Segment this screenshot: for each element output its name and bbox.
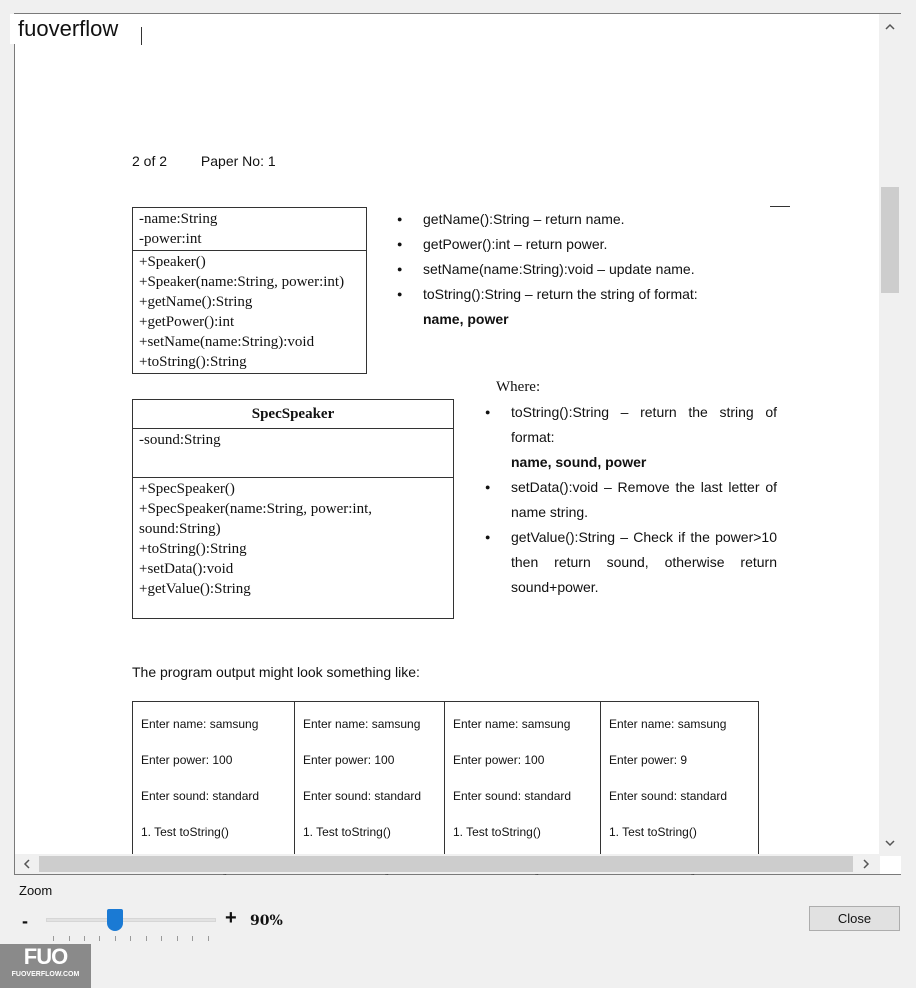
speaker-method: +getName():String [139,294,253,310]
zoom-tick [208,936,209,941]
output-line: Enter sound: standard [453,789,572,803]
specspeaker-note: ● getValue():String – Check if the power>10 then return sound, otherwise return sound+power. [485,525,777,600]
specspeaker-format: name, sound, power [511,454,647,470]
chevron-right-icon[interactable] [862,858,870,872]
speaker-format: name, power [423,311,509,327]
watermark-label: fuoverflow [10,14,126,44]
vertical-scroll-thumb[interactable] [881,187,899,293]
speaker-note-text: toString():String – return the string of format: [423,286,698,302]
close-button[interactable]: Close [809,906,900,931]
zoom-tick [146,936,147,941]
zoom-tick [69,936,70,941]
zoom-tick [177,936,178,941]
dash-mark [770,206,790,207]
speaker-note: ● getName():String – return name. [397,207,757,232]
page-header [132,153,276,169]
output-line: Enter power: 100 [303,753,395,767]
output-line: Enter name: samsung [609,717,727,731]
specspeaker-attribute: -sound:String [139,432,221,448]
speaker-uml-box [132,207,367,374]
output-line: Enter sound: standard [141,789,260,803]
page-indicator: 2 of 2 [132,153,168,169]
fuoverflow-logo [0,944,91,988]
output-line: Enter name: samsung [453,717,571,731]
where-label: Where: [496,379,541,395]
vertical-scrollbar[interactable] [879,14,901,856]
specspeaker-uml-box [132,399,454,619]
output-column [133,702,295,861]
zoom-slider-track[interactable] [46,918,216,922]
output-line: Enter power: 100 [141,753,233,767]
zoom-slider-thumb[interactable] [107,909,123,931]
output-line: 1. Test toString() [303,825,391,839]
specspeaker-method: +SpecSpeaker(name:String, power:int, [139,501,372,517]
output-line: 1. Test toString() [609,825,697,839]
speaker-notes [397,207,757,332]
text-caret [141,27,142,45]
output-column [445,702,601,861]
zoom-label: Zoom [19,883,53,898]
zoom-tick [53,936,54,941]
logo-sub-text: FUOVERFLOW.COM [11,971,80,978]
speaker-methods [133,251,366,373]
speaker-attribute: -power:int [139,231,202,247]
output-line: Enter name: samsung [303,717,421,731]
output-line: Enter power: 9 [609,753,688,767]
chevron-down-icon[interactable] [885,836,895,850]
zoom-tick [84,936,85,941]
specspeaker-note-tostring [485,400,777,475]
speaker-method: +toString():String [139,354,247,370]
specspeaker-note-text: toString():String – return the string of format: [511,404,777,445]
speaker-method: +Speaker() [139,254,206,270]
specspeaker-method: +SpecSpeaker() [139,481,235,497]
specspeaker-method: +toString():String [139,541,247,557]
output-column [601,702,758,861]
logo-main-text: FUO [23,944,68,969]
horizontal-scrollbar[interactable] [15,854,880,874]
zoom-tick [115,936,116,941]
specspeaker-attributes [133,429,453,478]
speaker-method: +setName(name:String):void [139,334,315,350]
speaker-note-tostring [397,282,757,332]
output-line: Enter power: 100 [453,753,545,767]
zoom-tick [192,936,193,941]
speaker-note: ● setName(name:String):void – update name. [397,257,757,282]
output-table [132,701,759,861]
specspeaker-method: +getValue():String [139,581,251,597]
horizontal-scroll-thumb[interactable] [39,856,853,872]
speaker-note: ● getPower():int – return power. [397,232,757,257]
zoom-tick [161,936,162,941]
speaker-method: +getPower():int [139,314,235,330]
speaker-method: +Speaker(name:String, power:int) [139,274,345,290]
output-title: The program output might look something like: [132,664,420,680]
specspeaker-method: sound:String) [139,521,221,537]
output-line: 1. Test toString() [453,825,541,839]
zoom-out-button[interactable]: - [22,911,28,931]
output-line: Enter name: samsung [141,717,259,731]
zoom-value: 90% [250,913,283,929]
output-line: Enter sound: standard [609,789,728,803]
document-viewer[interactable] [14,13,901,875]
output-line: 1. Test toString() [141,825,229,839]
specspeaker-method: +setData():void [139,561,234,577]
output-line: Enter sound: standard [303,789,422,803]
speaker-attributes [133,208,366,251]
speaker-attribute: -name:String [139,211,218,227]
output-column [295,702,445,861]
specspeaker-title: SpecSpeaker [133,400,453,429]
specspeaker-note: ● setData():void – Remove the last letter of name string. [485,475,777,525]
zoom-tick [130,936,131,941]
zoom-in-button[interactable]: + [225,907,237,929]
document-page [33,14,878,856]
zoom-tick [99,936,100,941]
chevron-up-icon[interactable] [885,20,895,34]
paper-number: Paper No: 1 [200,153,276,169]
specspeaker-methods [133,478,453,600]
chevron-left-icon[interactable] [23,858,31,872]
specspeaker-notes [485,400,777,600]
